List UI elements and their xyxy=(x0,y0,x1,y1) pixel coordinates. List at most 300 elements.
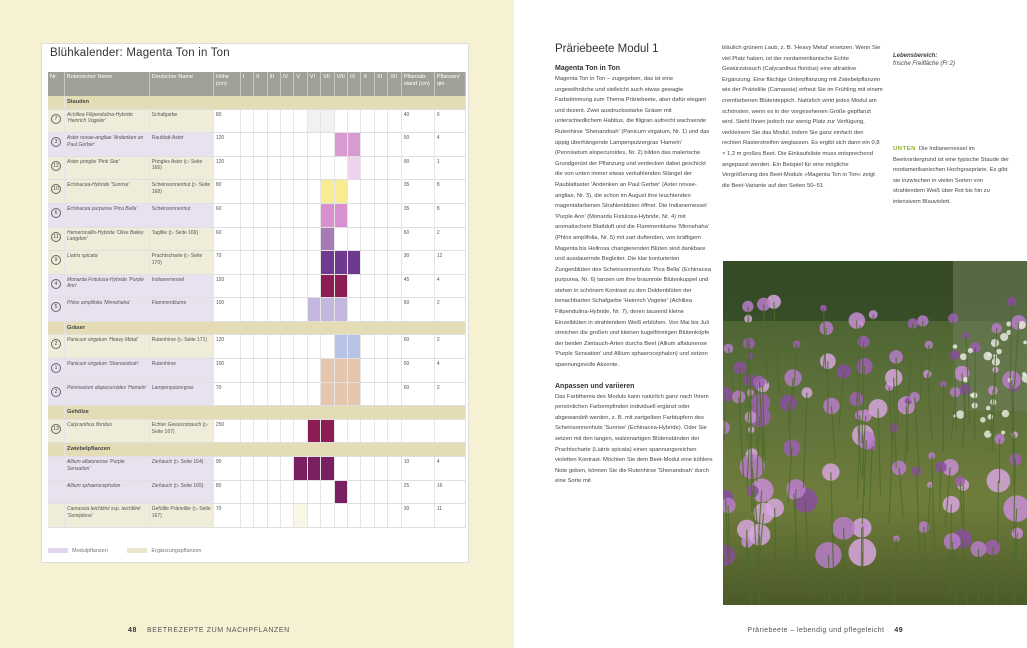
bloom-month-cell xyxy=(334,251,347,275)
bloom-month-cell xyxy=(348,203,361,227)
bloom-month-cell xyxy=(307,133,320,157)
bloom-month-cell xyxy=(294,180,307,204)
bloom-month-cell xyxy=(267,180,280,204)
bloom-month-cell xyxy=(294,359,307,383)
height-value: 80 xyxy=(213,109,240,133)
bloom-month-cell xyxy=(374,274,387,298)
table-row xyxy=(48,133,466,157)
bloom-month-cell xyxy=(307,419,320,443)
bloom-month-cell xyxy=(254,359,267,383)
bloom-month-cell xyxy=(374,227,387,251)
bloom-month-cell xyxy=(280,109,293,133)
bloom-month-cell xyxy=(254,298,267,322)
legend-label-ergaenz: Ergänzungspflanzen xyxy=(151,548,202,554)
per-qm-value: 4 xyxy=(434,274,465,298)
german-name: Rutenhirse xyxy=(149,359,213,383)
bloom-month-cell xyxy=(321,133,334,157)
bloom-month-cell xyxy=(361,133,374,157)
bloom-month-cell xyxy=(254,180,267,204)
bloom-month-cell xyxy=(348,382,361,406)
section-spacer xyxy=(48,406,65,420)
text-column-2 xyxy=(722,43,884,191)
bloom-month-cell xyxy=(307,382,320,406)
table-title: Blühkalender: Magenta Ton in Ton xyxy=(50,47,230,59)
bloom-month-cell xyxy=(374,298,387,322)
section-spacer xyxy=(48,321,65,335)
bloom-month-cell xyxy=(348,504,361,528)
per-qm-value: 4 xyxy=(434,456,465,480)
header-botanical: Botanischer Name xyxy=(65,72,150,96)
bloom-month-cell xyxy=(388,456,401,480)
german-name: Zierlauch (▷ Seite 165) xyxy=(149,480,213,504)
botanical-name: Aster novae-angliae 'Andenken an Paul Gerber' xyxy=(65,133,150,157)
bloom-month-cell xyxy=(267,274,280,298)
bloom-month-cell xyxy=(321,227,334,251)
row-number: 2 xyxy=(51,387,61,397)
bloom-month-cell xyxy=(334,274,347,298)
german-name: Taglilie (▷ Seite 169) xyxy=(149,227,213,251)
height-value: 100 xyxy=(213,298,240,322)
bloom-month-cell xyxy=(321,180,334,204)
bloom-month-cell xyxy=(348,227,361,251)
bloom-month-cell xyxy=(348,359,361,383)
bloom-month-cell xyxy=(321,298,334,322)
row-number-cell xyxy=(48,335,65,359)
bloom-month-cell xyxy=(334,203,347,227)
spacing-value: 50 xyxy=(401,359,434,383)
height-value: 70 xyxy=(213,504,240,528)
bloom-month-cell xyxy=(321,203,334,227)
header-per-qm: Pflanzen/ qm xyxy=(434,72,465,96)
german-name: Prachtscharte (▷ Seite 170) xyxy=(149,251,213,275)
row-number: 10 xyxy=(51,184,61,194)
bloom-month-cell xyxy=(348,180,361,204)
bloom-month-cell xyxy=(307,227,320,251)
table-row xyxy=(48,156,466,180)
page-number-left: 48 xyxy=(128,627,137,634)
bloom-month-cell xyxy=(388,335,401,359)
row-number-cell xyxy=(48,203,65,227)
bloom-month-cell xyxy=(267,480,280,504)
bloom-month-cell xyxy=(321,274,334,298)
caption-text: Die Indianernessel im Beetvordergrund ist eine typische Staude der nordamerikanischen Hochgrasprärie. Es gibt sie inzwischen in vielen Sorten von strahlendem Weiß über Rot bis hin zu intensivem Blauviolett. xyxy=(893,146,1010,205)
bloom-month-cell xyxy=(307,274,320,298)
per-qm-value: 4 xyxy=(434,359,465,383)
header-month: XII xyxy=(388,72,401,96)
bloom-month-cell xyxy=(280,359,293,383)
bloom-month-cell xyxy=(267,109,280,133)
folio-left xyxy=(128,627,290,634)
bloom-month-cell xyxy=(240,419,253,443)
bloom-month-cell xyxy=(307,504,320,528)
bloom-month-cell xyxy=(374,480,387,504)
folio-right xyxy=(747,627,903,634)
bloom-month-cell xyxy=(334,156,347,180)
bloom-month-cell xyxy=(254,251,267,275)
german-name: Scheinsonnenhut xyxy=(149,203,213,227)
table-row xyxy=(48,203,466,227)
bloom-month-cell xyxy=(388,504,401,528)
botanical-name: Panicum virgatum 'Heavy Metal' xyxy=(65,335,150,359)
height-value: 70 xyxy=(213,382,240,406)
spacing-value xyxy=(401,419,434,443)
spacing-value: 60 xyxy=(401,382,434,406)
header-month: II xyxy=(254,72,267,96)
table-row xyxy=(48,109,466,133)
lebensbereich-label: Lebensbereich: xyxy=(893,53,938,59)
bloom-month-cell xyxy=(321,335,334,359)
row-number: 1 xyxy=(51,363,61,373)
bloom-month-cell xyxy=(280,203,293,227)
bloom-month-cell xyxy=(254,227,267,251)
bloom-month-cell xyxy=(254,133,267,157)
header-month: III xyxy=(267,72,280,96)
spacing-value: 60 xyxy=(401,335,434,359)
spacing-value: 10 xyxy=(401,456,434,480)
bloom-month-cell xyxy=(240,382,253,406)
per-qm-value: 4 xyxy=(434,133,465,157)
caption-tag: UNTEN xyxy=(893,146,916,152)
bloom-month-cell xyxy=(388,227,401,251)
height-value: 60 xyxy=(213,227,240,251)
section-row xyxy=(48,443,466,457)
bloom-month-cell xyxy=(374,456,387,480)
spacing-value: 35 xyxy=(401,180,434,204)
bloom-month-cell xyxy=(334,480,347,504)
table-header-row xyxy=(48,72,466,96)
row-number-cell xyxy=(48,359,65,383)
botanical-name: Monarda Fistulosa-Hybride 'Purple Ann' xyxy=(65,274,150,298)
bloom-month-cell xyxy=(240,251,253,275)
bloom-month-cell xyxy=(267,335,280,359)
bloom-month-cell xyxy=(240,504,253,528)
header-month: IV xyxy=(280,72,293,96)
bloom-month-cell xyxy=(280,156,293,180)
bloom-month-cell xyxy=(294,156,307,180)
bloom-month-cell xyxy=(240,133,253,157)
per-qm-value: 16 xyxy=(434,480,465,504)
height-value: 80 xyxy=(213,180,240,204)
bloom-month-cell xyxy=(348,109,361,133)
bloom-month-cell xyxy=(307,480,320,504)
bloom-month-cell xyxy=(254,274,267,298)
row-number-cell xyxy=(48,456,65,480)
bloom-month-cell xyxy=(361,504,374,528)
per-qm-value: 8 xyxy=(434,180,465,204)
bloom-month-cell xyxy=(321,251,334,275)
bloom-month-cell xyxy=(321,156,334,180)
german-name: Lampenputzergras xyxy=(149,382,213,406)
bloom-month-cell xyxy=(307,335,320,359)
bloom-month-cell xyxy=(280,227,293,251)
bloom-month-cell xyxy=(240,227,253,251)
bloom-month-cell xyxy=(334,109,347,133)
bloom-month-cell xyxy=(374,180,387,204)
bloom-month-cell xyxy=(307,298,320,322)
module-title: Präriebeete Modul 1 xyxy=(555,43,659,55)
bloom-month-cell xyxy=(267,156,280,180)
row-number-cell xyxy=(48,382,65,406)
bloom-month-cell xyxy=(280,456,293,480)
legend-modul xyxy=(48,548,108,554)
section-row xyxy=(48,406,466,420)
height-value: 90 xyxy=(213,456,240,480)
spacing-value: 30 xyxy=(401,251,434,275)
german-name: Pringles Aster (▷ Seite 166) xyxy=(149,156,213,180)
bloom-month-cell xyxy=(374,133,387,157)
bloom-month-cell xyxy=(361,335,374,359)
bloom-month-cell xyxy=(240,109,253,133)
german-name: Rutenhirse (▷ Seite 171) xyxy=(149,335,213,359)
botanical-name: Camassia leichtlinii ssp. leichtlinii 'Semiplena' xyxy=(65,504,150,528)
row-number-cell xyxy=(48,227,65,251)
bloom-month-cell xyxy=(388,180,401,204)
bloom-month-cell xyxy=(388,274,401,298)
bloom-month-cell xyxy=(254,456,267,480)
bloom-month-cell xyxy=(334,335,347,359)
bloom-month-cell xyxy=(374,504,387,528)
botanical-name: Panicum virgatum 'Shenandoah' xyxy=(65,359,150,383)
botanical-name: Allium sphaerocephalon xyxy=(65,480,150,504)
per-qm-value: 2 xyxy=(434,335,465,359)
per-qm-value: 2 xyxy=(434,298,465,322)
legend-ergaenz xyxy=(127,548,201,554)
row-number-cell xyxy=(48,480,65,504)
height-value: 120 xyxy=(213,274,240,298)
section-label: Gehölze xyxy=(65,406,466,420)
bloom-month-cell xyxy=(280,298,293,322)
bloom-month-cell xyxy=(307,180,320,204)
bloom-month-cell xyxy=(254,480,267,504)
bloom-month-cell xyxy=(254,335,267,359)
bloom-month-cell xyxy=(267,504,280,528)
spacing-value: 30 xyxy=(401,504,434,528)
botanical-name: Echinacea-Hybride 'Sunrise' xyxy=(65,180,150,204)
bloom-month-cell xyxy=(374,419,387,443)
legend-swatch-ergaenz xyxy=(127,548,147,553)
bloom-month-cell xyxy=(374,156,387,180)
table-row xyxy=(48,456,466,480)
bloom-month-cell xyxy=(334,227,347,251)
monarda-meadow-image xyxy=(723,261,1027,605)
bloom-month-cell xyxy=(254,156,267,180)
garden-photo xyxy=(723,261,1027,605)
table-row xyxy=(48,382,466,406)
row-number: 7 xyxy=(51,114,61,124)
bloom-month-cell xyxy=(321,480,334,504)
header-month: VII xyxy=(321,72,334,96)
photo-caption xyxy=(893,144,1013,208)
row-number-cell xyxy=(48,133,65,157)
german-name: Echter Gewürzstrauch (▷ Seite 167) xyxy=(149,419,213,443)
bloom-month-cell xyxy=(321,456,334,480)
row-number: 2 xyxy=(51,339,61,349)
botanical-name: Achillea Filipendulina-Hybride 'Heinrich Vogeler' xyxy=(65,109,150,133)
bloom-month-cell xyxy=(334,504,347,528)
german-name: Indianernessel xyxy=(149,274,213,298)
bloom-month-cell xyxy=(348,335,361,359)
height-value: 120 xyxy=(213,335,240,359)
bloom-month-cell xyxy=(280,133,293,157)
bloom-month-cell xyxy=(361,180,374,204)
bloom-month-cell xyxy=(240,203,253,227)
bloom-month-cell xyxy=(240,274,253,298)
bloom-month-cell xyxy=(240,359,253,383)
bloom-month-cell xyxy=(294,298,307,322)
bloom-month-cell xyxy=(280,274,293,298)
height-value: 250 xyxy=(213,419,240,443)
bloom-month-cell xyxy=(361,359,374,383)
bloom-month-cell xyxy=(294,227,307,251)
bloom-month-cell xyxy=(348,156,361,180)
row-number: 6 xyxy=(51,208,61,218)
per-qm-value: 12 xyxy=(434,251,465,275)
bloom-month-cell xyxy=(280,251,293,275)
botanical-name: Hemerocallis-Hybride 'Olive Bailey Langdon' xyxy=(65,227,150,251)
spacing-value: 45 xyxy=(401,274,434,298)
table-row xyxy=(48,251,466,275)
bloom-month-cell xyxy=(240,456,253,480)
table-row xyxy=(48,227,466,251)
per-qm-value: 6 xyxy=(434,109,465,133)
height-value: 80 xyxy=(213,480,240,504)
table-body xyxy=(48,96,466,527)
bloom-month-cell xyxy=(267,251,280,275)
bloom-month-cell xyxy=(254,419,267,443)
bloom-month-cell xyxy=(388,419,401,443)
bloom-month-cell xyxy=(374,382,387,406)
text-column-1 xyxy=(555,43,713,487)
height-value: 60 xyxy=(213,203,240,227)
bloom-month-cell xyxy=(280,335,293,359)
table-row xyxy=(48,504,466,528)
bloom-month-cell xyxy=(280,180,293,204)
header-spacing: Pflanzabstand (cm) xyxy=(401,72,434,96)
bloom-month-cell xyxy=(307,109,320,133)
botanical-name: Calycanthus floridus xyxy=(65,419,150,443)
subheading-magenta: Magenta Ton in Ton xyxy=(555,65,621,72)
bloom-month-cell xyxy=(294,456,307,480)
subheading-anpassen: Anpassen und variieren xyxy=(555,382,635,390)
bloom-month-cell xyxy=(280,504,293,528)
section-label: Gräser xyxy=(65,321,466,335)
german-name: Raublatt-Aster xyxy=(149,133,213,157)
bloom-month-cell xyxy=(267,456,280,480)
section-spacer xyxy=(48,443,65,457)
botanical-name: Allium aflatunense 'Purple Sensation' xyxy=(65,456,150,480)
bloom-month-cell xyxy=(388,156,401,180)
body-text-intro: Magenta Ton in Ton – zugegeben, das ist eine ungewöhnliche und vielleicht auch etwas gewagte Farbstimmung zum Thema Präriebeete, aber dafür elegant und dezent. Zwei ausdrucksstarke Gräser mit unterschiedlichem Habitus, die filigran aufrecht wachsende Rutenhirse 'Shenandoah' (Panicum virgatum, Nr. 1) und das üppig überhängende Lampenputzergras 'Hameln' (Pennisetum alopecuroides, Nr. 2) bilden das malerische Grundgerüst der Pflanzung und verdecken dabei geschickt die von unten immer etwas verkahlenden Stängel der Raublattaster 'Andenken an Paul Gerber' (Aster novae-angliae, Nr. 3), die schon im August ihre leuchtenden magentafarbenen Strahlenblüten öffnet. Die Indianernessel 'Purple Ann' (Monarda Fistulosa-Hybride, Nr. 4) mit aromatischem Blattduft und die Flammenblume 'Minnehaha' (Phlox amplifolia, Nr. 5) mit zart duftenden, von kräftigem Magenta bis Hellrosa changierenden Blüten sind dankbare und ausdauernde Begleiter. Die klar konturierten Zungenblüten des Scheinsonnenhuts 'Pica Bella' (Echinacea purpurea, Nr. 6) tanzen um ihre braunrote Blütenkuppel und stehen in schönem Kontrast zu den Doldenblüten der benachbarten Schafgarbe 'Heinrich Vogeler' (Achillea Filipendulina-Hybride, Nr. 7), deren tausend kleine Einzelblüten in strahlendem Weiß erblühen. Von Mai bis Juli streichen die großen und kleinen kugelförmigen Blütenköpfe der beiden Zierlauch-Arten durchs Beet (Allium aflatunense 'Purple Sensation' und Allium sphaerocephalon) und setzen spannungsvolle Akzente. xyxy=(555,76,711,369)
bloom-month-cell xyxy=(321,504,334,528)
bloom-calendar-table xyxy=(48,72,466,528)
bloom-month-cell xyxy=(361,109,374,133)
german-name: Zierlauch (▷ Seite 164) xyxy=(149,456,213,480)
bloom-month-cell xyxy=(267,419,280,443)
section-label: Stauden xyxy=(65,96,466,109)
german-name: Gefüllte Prärielilie (▷ Seite 167) xyxy=(149,504,213,528)
german-name: Flammenblume xyxy=(149,298,213,322)
running-head-left: BEETREZEPTE ZUM NACHPFLANZEN xyxy=(147,627,290,634)
bloom-month-cell xyxy=(294,203,307,227)
bloom-month-cell xyxy=(361,419,374,443)
bloom-month-cell xyxy=(321,109,334,133)
bloom-month-cell xyxy=(388,251,401,275)
row-number-cell xyxy=(48,156,65,180)
spacing-value: 50 xyxy=(401,133,434,157)
bloom-month-cell xyxy=(361,251,374,275)
row-number-cell xyxy=(48,504,65,528)
row-number-cell xyxy=(48,298,65,322)
bloom-month-cell xyxy=(321,359,334,383)
body-text-anpassen: Das Farbthema des Moduls kann natürlich ganz nach Ihrem persönlichen Farbempfinden individuell ergänzt oder abgewandelt werden, z. B. mit zartgelben Farbtupfern des Scheinsonnenhuts 'Sunrise' (Echinacea-Hybride). Oder Sie setzen mit den langen, walzenartigen Blütenständen der Prachtscharte (Liatris spicata) einen spannungsreichen violetten Kontrast. Möchten Sie dem Beet-Modul eine kühlere Note geben, können Sie die Rutenhirse 'Shenandoah' durch eine Sorte mit xyxy=(555,393,713,485)
per-qm-value: 2 xyxy=(434,382,465,406)
bloom-month-cell xyxy=(334,133,347,157)
header-month: V xyxy=(294,72,307,96)
german-name: Scheinsonnenhut (▷ Seite 168) xyxy=(149,180,213,204)
bloom-month-cell xyxy=(374,109,387,133)
row-number: 9 xyxy=(51,255,61,265)
spacing-value: 25 xyxy=(401,480,434,504)
bloom-month-cell xyxy=(361,480,374,504)
bloom-month-cell xyxy=(307,156,320,180)
bloom-month-cell xyxy=(307,203,320,227)
bloom-month-cell xyxy=(254,109,267,133)
spacing-value: 60 xyxy=(401,298,434,322)
bloom-month-cell xyxy=(240,298,253,322)
bloom-month-cell xyxy=(388,133,401,157)
bloom-month-cell xyxy=(267,359,280,383)
running-head-right: Präriebeete – lebendig und pflegeleicht xyxy=(747,627,885,634)
spacing-value: 35 xyxy=(401,203,434,227)
bloom-month-cell xyxy=(294,335,307,359)
botanical-name: Liatris spicata xyxy=(65,251,150,275)
header-month: VIII xyxy=(334,72,347,96)
bloom-month-cell xyxy=(294,133,307,157)
height-value: 70 xyxy=(213,251,240,275)
header-german: Deutscher Name xyxy=(149,72,213,96)
spacing-value: 90 xyxy=(401,156,434,180)
bloom-month-cell xyxy=(280,419,293,443)
sidebar-column xyxy=(893,53,1013,208)
header-height: Höhe (cm) xyxy=(213,72,240,96)
bloom-month-cell xyxy=(334,419,347,443)
bloom-month-cell xyxy=(321,419,334,443)
table-row xyxy=(48,335,466,359)
bloom-month-cell xyxy=(307,251,320,275)
bloom-month-cell xyxy=(388,203,401,227)
botanical-name: Aster pringlei 'Pink Star' xyxy=(65,156,150,180)
per-qm-value xyxy=(434,419,465,443)
bloom-month-cell xyxy=(361,382,374,406)
table-row xyxy=(48,298,466,322)
bloom-month-cell xyxy=(267,298,280,322)
legend-swatch-modul xyxy=(48,548,68,553)
bloom-month-cell xyxy=(240,180,253,204)
row-number-cell xyxy=(48,109,65,133)
bloom-month-cell xyxy=(280,382,293,406)
table-row xyxy=(48,274,466,298)
header-month: I xyxy=(240,72,253,96)
section-label: Zwiebelpflanzen xyxy=(65,443,466,457)
botanical-name: Pennisetum alopecuroides 'Hameln' xyxy=(65,382,150,406)
header-month: IX xyxy=(348,72,361,96)
section-row xyxy=(48,96,466,109)
bloom-month-cell xyxy=(240,156,253,180)
per-qm-value: 11 xyxy=(434,504,465,528)
body-text-continued: bläulich grünem Laub, z. B. 'Heavy Metal' ersetzen. Wenn Sie viel Platz haben, ist der nordamerikanische Echte Gewürzstrauch (Calycanthus floridus) eine attraktive Ergänzung. Eine flächige Unterpflanzung mit Zwiebelpflanzen wie der Prärielilie (Camassia) erfreut Sie im Frühling mit einem cremfarbenen Blütenteppich. Natürlich wirkt jedes Modul am schönsten, wenn es in der vorgesehenen Größe gepflanzt wird. Steht Ihnen jedoch nur wenig Platz zur Verfügung, verkleinern Sie das Modul, indem Sie ganz einfach den rechten Rasterstreifen weglassen. Es ergibt sich dann ein 0,8 × 1,2 m großes Beet. Die Einkaufsliste muss entsprechend angepasst werden. Ein Beispiel für eine mögliche Vergrößerung des Beet-Moduls »Magenta Ton in Ton« zeigt die Beet-Variante auf den Seiten 50–51. xyxy=(722,45,883,189)
bloom-month-cell xyxy=(361,456,374,480)
bloom-month-cell xyxy=(267,203,280,227)
